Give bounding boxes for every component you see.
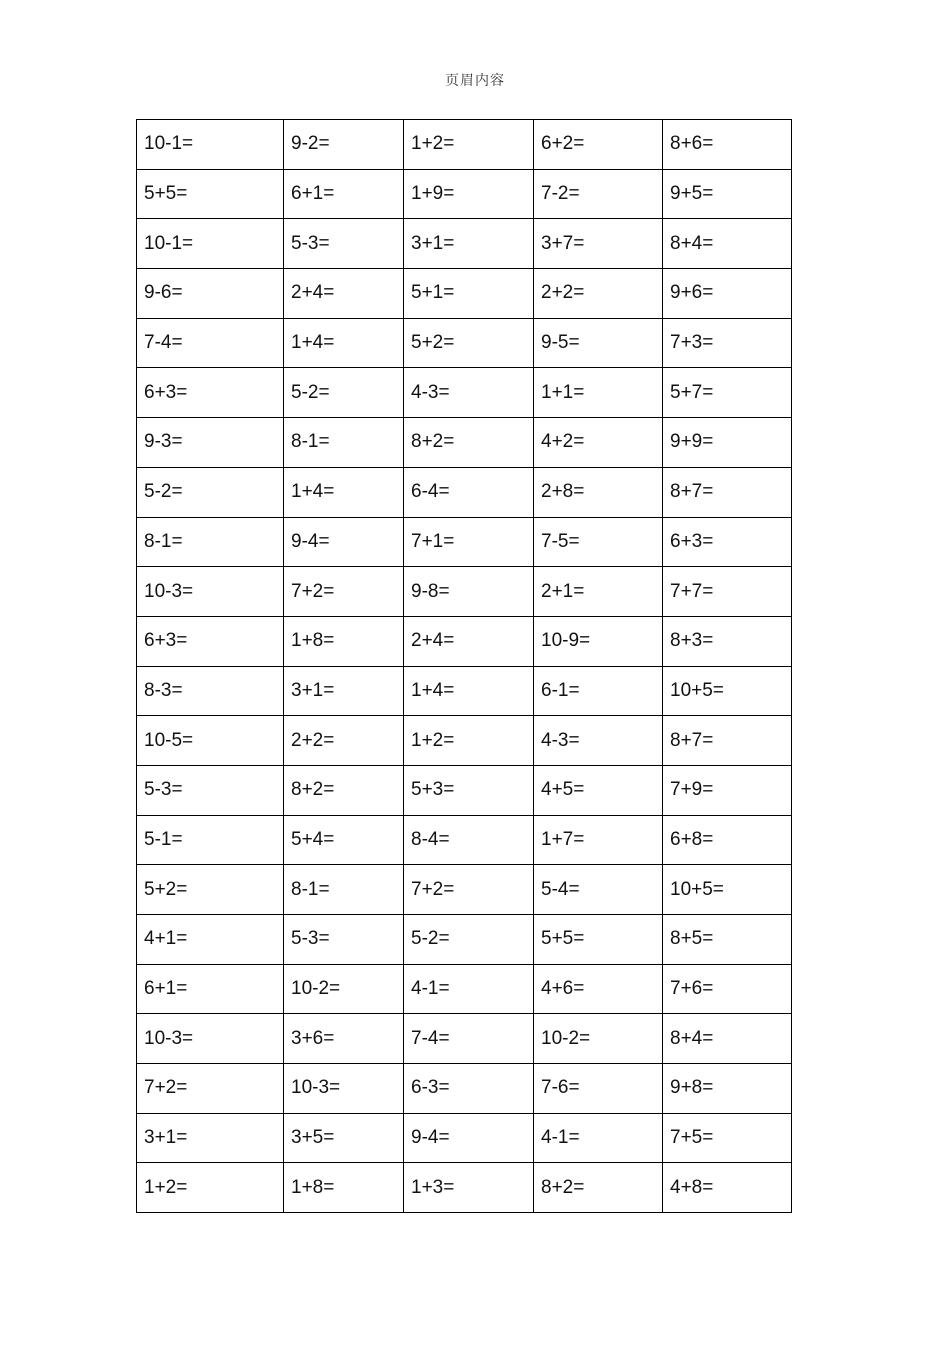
problem-cell: 7-2= — [534, 169, 663, 219]
problem-cell: 7+9= — [663, 765, 792, 815]
table-row — [137, 169, 792, 219]
table-row — [137, 517, 792, 567]
problem-cell: 5-4= — [534, 865, 663, 915]
problem-cell: 9-3= — [137, 418, 284, 468]
problem-cell: 10-2= — [534, 1014, 663, 1064]
problem-cell: 1+4= — [284, 318, 404, 368]
table-row — [137, 120, 792, 170]
problem-cell: 4-1= — [404, 964, 534, 1014]
problem-cell: 7-5= — [534, 517, 663, 567]
problem-cell: 10-9= — [534, 616, 663, 666]
problem-cell: 9-6= — [137, 269, 284, 319]
problem-cell: 1+3= — [404, 1163, 534, 1213]
problem-cell: 6+3= — [137, 616, 284, 666]
problem-cell: 10-1= — [137, 219, 284, 269]
problem-cell: 8+2= — [404, 418, 534, 468]
table-row — [137, 865, 792, 915]
page-header: 页眉内容 — [445, 73, 505, 89]
problem-cell: 4+8= — [663, 1163, 792, 1213]
problem-cell: 3+1= — [137, 1113, 284, 1163]
problem-cell: 8-1= — [284, 865, 404, 915]
problem-cell: 1+4= — [404, 666, 534, 716]
table-row — [137, 567, 792, 617]
problem-cell: 9+5= — [663, 169, 792, 219]
problem-cell: 5+5= — [137, 169, 284, 219]
table-row — [137, 1014, 792, 1064]
problem-cell: 2+1= — [534, 567, 663, 617]
problem-cell: 5+7= — [663, 368, 792, 418]
problem-cell: 1+9= — [404, 169, 534, 219]
problem-cell: 1+2= — [137, 1163, 284, 1213]
problem-cell: 1+8= — [284, 616, 404, 666]
problem-cell: 7+2= — [137, 1064, 284, 1114]
problem-cell: 10-1= — [137, 120, 284, 170]
problem-cell: 6+3= — [137, 368, 284, 418]
problem-cell: 1+2= — [404, 716, 534, 766]
problem-cell: 5-3= — [284, 219, 404, 269]
table-row — [137, 666, 792, 716]
problem-cell: 5-3= — [137, 765, 284, 815]
table-row — [137, 964, 792, 1014]
problem-cell: 4-3= — [404, 368, 534, 418]
problem-cell: 7+2= — [284, 567, 404, 617]
problem-cell: 8+4= — [663, 1014, 792, 1064]
problem-cell: 1+1= — [534, 368, 663, 418]
problem-cell: 10-3= — [137, 1014, 284, 1064]
problem-cell: 4+2= — [534, 418, 663, 468]
problem-cell: 8+2= — [284, 765, 404, 815]
problem-cell: 6-4= — [404, 467, 534, 517]
problem-cell: 9+9= — [663, 418, 792, 468]
problem-cell: 9-8= — [404, 567, 534, 617]
problem-cell: 9-4= — [284, 517, 404, 567]
problem-cell: 5-2= — [404, 915, 534, 965]
problem-cell: 4+5= — [534, 765, 663, 815]
problem-cell: 4-1= — [534, 1113, 663, 1163]
table-row — [137, 616, 792, 666]
problem-cell: 1+7= — [534, 815, 663, 865]
problem-cell: 8+2= — [534, 1163, 663, 1213]
problem-cell: 7+6= — [663, 964, 792, 1014]
problem-cell: 6-1= — [534, 666, 663, 716]
problem-cell: 2+2= — [284, 716, 404, 766]
problem-cell: 3+1= — [404, 219, 534, 269]
table-row — [137, 915, 792, 965]
worksheet-body — [137, 120, 792, 1213]
problem-cell: 4+6= — [534, 964, 663, 1014]
problem-cell: 7+2= — [404, 865, 534, 915]
problem-cell: 6-3= — [404, 1064, 534, 1114]
problem-cell: 5+4= — [284, 815, 404, 865]
problem-cell: 8-1= — [284, 418, 404, 468]
problem-cell: 10-5= — [137, 716, 284, 766]
table-row — [137, 318, 792, 368]
problem-cell: 9-4= — [404, 1113, 534, 1163]
table-row — [137, 815, 792, 865]
problem-cell: 6+3= — [663, 517, 792, 567]
arithmetic-worksheet-table — [136, 119, 792, 1213]
problem-cell: 3+6= — [284, 1014, 404, 1064]
problem-cell: 7-4= — [137, 318, 284, 368]
problem-cell: 2+8= — [534, 467, 663, 517]
problem-cell: 1+2= — [404, 120, 534, 170]
problem-cell: 6+2= — [534, 120, 663, 170]
problem-cell: 6+8= — [663, 815, 792, 865]
problem-cell: 8-1= — [137, 517, 284, 567]
problem-cell: 7+3= — [663, 318, 792, 368]
problem-cell: 2+4= — [284, 269, 404, 319]
table-row — [137, 467, 792, 517]
table-row — [137, 716, 792, 766]
table-row — [137, 765, 792, 815]
problem-cell: 6+1= — [137, 964, 284, 1014]
problem-cell: 8+7= — [663, 467, 792, 517]
problem-cell: 4+1= — [137, 915, 284, 965]
table-row — [137, 1163, 792, 1213]
problem-cell: 5-2= — [284, 368, 404, 418]
problem-cell: 7-6= — [534, 1064, 663, 1114]
problem-cell: 5+5= — [534, 915, 663, 965]
problem-cell: 9+6= — [663, 269, 792, 319]
problem-cell: 6+1= — [284, 169, 404, 219]
problem-cell: 8+3= — [663, 616, 792, 666]
problem-cell: 9-2= — [284, 120, 404, 170]
problem-cell: 5+1= — [404, 269, 534, 319]
problem-cell: 5+3= — [404, 765, 534, 815]
table-row — [137, 269, 792, 319]
problem-cell: 3+1= — [284, 666, 404, 716]
problem-cell: 8-4= — [404, 815, 534, 865]
problem-cell: 3+5= — [284, 1113, 404, 1163]
problem-cell: 8+7= — [663, 716, 792, 766]
problem-cell: 1+4= — [284, 467, 404, 517]
problem-cell: 3+7= — [534, 219, 663, 269]
problem-cell: 5-3= — [284, 915, 404, 965]
problem-cell: 8+6= — [663, 120, 792, 170]
problem-cell: 2+4= — [404, 616, 534, 666]
problem-cell: 10-3= — [284, 1064, 404, 1114]
problem-cell: 8+4= — [663, 219, 792, 269]
problem-cell: 8+5= — [663, 915, 792, 965]
problem-cell: 10+5= — [663, 865, 792, 915]
problem-cell: 7-4= — [404, 1014, 534, 1064]
problem-cell: 5-2= — [137, 467, 284, 517]
table-row — [137, 368, 792, 418]
table-row — [137, 418, 792, 468]
problem-cell: 7+7= — [663, 567, 792, 617]
problem-cell: 2+2= — [534, 269, 663, 319]
problem-cell: 5+2= — [137, 865, 284, 915]
problem-cell: 7+1= — [404, 517, 534, 567]
problem-cell: 7+5= — [663, 1113, 792, 1163]
problem-cell: 9-5= — [534, 318, 663, 368]
table-row — [137, 219, 792, 269]
problem-cell: 10+5= — [663, 666, 792, 716]
table-row — [137, 1113, 792, 1163]
problem-cell: 9+8= — [663, 1064, 792, 1114]
problem-cell: 10-2= — [284, 964, 404, 1014]
problem-cell: 4-3= — [534, 716, 663, 766]
table-row — [137, 1064, 792, 1114]
problem-cell: 10-3= — [137, 567, 284, 617]
problem-cell: 5-1= — [137, 815, 284, 865]
problem-cell: 8-3= — [137, 666, 284, 716]
problem-cell: 5+2= — [404, 318, 534, 368]
problem-cell: 1+8= — [284, 1163, 404, 1213]
